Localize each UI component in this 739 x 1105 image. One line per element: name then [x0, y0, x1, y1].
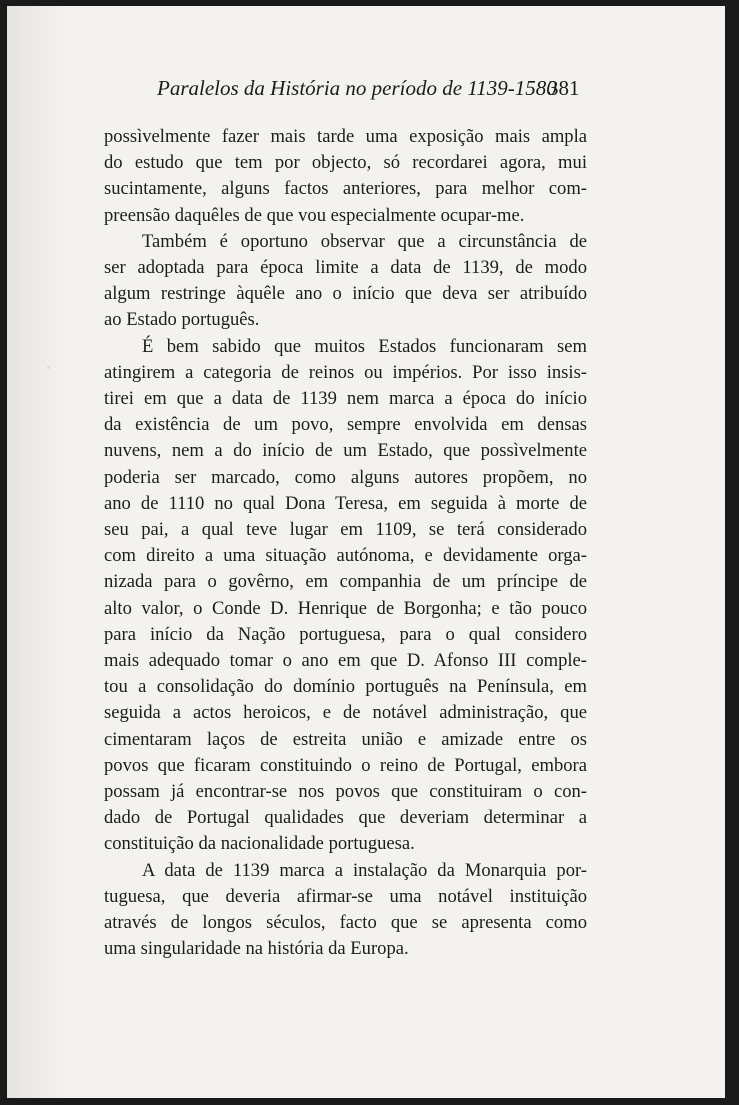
text-line: uma singularidade na história da Europa. [104, 938, 409, 960]
text-line: alto valor, o Conde D. Henrique de Borgonha; e tão pouco [104, 597, 587, 619]
text-line: ser adoptada para época limite a data de 1139, de modo [104, 257, 587, 279]
paragraph [104, 334, 587, 858]
paper-speck [47, 366, 50, 369]
text-line: nizada para o govêrno, em companhia de um príncipe de [104, 571, 587, 593]
text-line: constituição da nacionalidade portuguesa. [104, 833, 415, 855]
text-line: tirei em que a data de 1139 nem marca a época do início [104, 388, 587, 410]
paper-speck [92, 551, 94, 553]
book-page [7, 6, 725, 1098]
text-line: do estudo que tem por objecto, só recordarei agora, mui [104, 152, 587, 174]
text-line: com direito a uma situação autónoma, e devidamente orga- [104, 545, 587, 567]
text-line: povos que ficaram constituindo o reino de Portugal, embora [104, 754, 587, 776]
text-line: algum restringe àquêle ano o início que deva ser atribuído [104, 283, 587, 305]
text-line: mais adequado tomar o ano em que D. Afonso III comple- [104, 650, 587, 672]
text-line: possam já encontrar-se nos povos que constituiram o con- [104, 781, 587, 803]
page-header [7, 76, 725, 110]
text-line: através de longos séculos, facto que se apresenta como [104, 912, 587, 934]
page-number: 381 [548, 76, 580, 100]
text-line: A data de 1139 marca a instalação da Monarquia por- [142, 859, 587, 881]
text-line: Também é oportuno observar que a circunstância de [142, 230, 587, 252]
text-line: dado de Portugal qualidades que deveriam determinar a [104, 807, 587, 829]
text-line: tou a consolidação do domínio português na Península, em [104, 676, 587, 698]
text-line: seguida a actos heroicos, e de notável administração, que [104, 702, 587, 724]
paragraph [104, 124, 587, 229]
paragraph [104, 229, 587, 334]
text-line: possìvelmente fazer mais tarde uma exposição mais ampla [104, 126, 587, 147]
text-line: nuvens, nem a do início de um Estado, que possìvelmente [104, 440, 587, 462]
body-text [104, 124, 587, 963]
text-line: seu pai, a qual teve lugar em 1109, se terá considerado [104, 519, 587, 541]
running-title: Paralelos da História no período de 1139-1580 [157, 76, 557, 100]
text-line: ano de 1110 no qual Dona Teresa, em seguida à morte de [104, 492, 587, 514]
text-line: É bem sabido que muitos Estados funcionaram sem [142, 335, 587, 357]
text-line: para início da Nação portuguesa, para o qual considero [104, 623, 587, 645]
text-line: atingirem a categoria de reinos ou impérios. Por isso insis- [104, 361, 587, 383]
paragraph [104, 858, 587, 963]
text-line: poderia ser marcado, como alguns autores propõem, no [104, 466, 587, 488]
text-line: preensão daquêles de que vou especialmente ocupar-me. [104, 204, 525, 226]
text-line: tuguesa, que deveria afirmar-se uma notável instituição [104, 885, 587, 907]
text-line: ao Estado português. [104, 309, 260, 331]
text-line: sucintamente, alguns factos anteriores, para melhor com- [104, 178, 587, 200]
text-line: da existência de um povo, sempre envolvida em densas [104, 414, 587, 436]
text-line: cimentaram laços de estreita união e amizade entre os [104, 728, 587, 750]
